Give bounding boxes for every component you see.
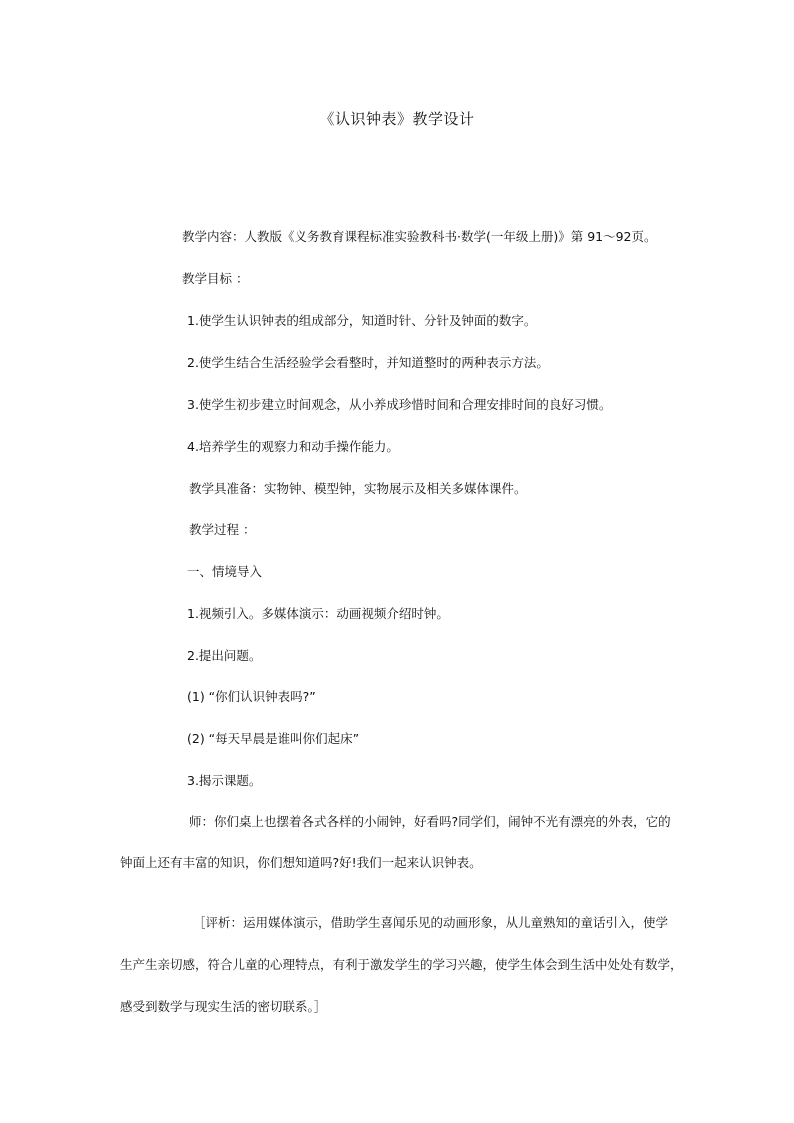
process-heading: 教学过程 ： [189,522,256,537]
step-item: 3.揭示课题。 [187,773,262,788]
question-item: (2) “每天早晨是谁叫你们起床” [187,731,360,746]
section-heading: 一、情境导入 [187,564,263,579]
question-item: (1) “你们认识钟表吗?” [187,689,316,704]
content-line: 教学内容：人教版《义务教育课程标准实验教科书·数学(一年级上册)》第 91～92页。 [182,229,657,244]
goals-heading: 教学目标 ： [182,271,249,286]
preparation-line: 教学具准备：实物钟、模型钟，实物展示及相关多媒体课件。 [189,481,527,496]
comment-paragraph-line: ［评析：运用媒体演示，借助学生喜闻乐见的动画形象，从儿童熟知的童话引入，使学 [193,915,669,930]
document-title: 《认识钟表》教学设计 [319,110,475,128]
comment-paragraph-line: 感受到数学与现实生活的密切联系。］ [120,999,327,1014]
goal-item: 3.使学生初步建立时间观念，从小养成珍惜时间和合理安排时间的良好习惯。 [187,397,612,412]
teacher-paragraph-line: 钟面上还有丰富的知识，你们想知道吗?好!我们一起来认识钟表。 [120,855,482,870]
goal-item: 1.使学生认识钟表的组成部分，知道时针、分针及钟面的数字。 [187,313,537,328]
step-item: 1.视频引入。多媒体演示：动画视频介绍时钟。 [187,606,449,621]
teacher-paragraph-line: 师：你们桌上也摆着各式各样的小闹钟，好看吗?同学们，闹钟不光有漂亮的外表，它的 [189,814,671,829]
goal-item: 2.使学生结合生活经验学会看整时，并知道整时的两种表示方法。 [187,355,549,370]
goal-item: 4.培养学生的观察力和动手操作能力。 [187,439,399,454]
comment-paragraph-line: 生产生亲切感，符合儿童的心理特点，有利于激发学生的学习兴趣，使学生体会到生活中处处有数学， [120,957,683,972]
step-item: 2.提出问题。 [187,648,262,663]
